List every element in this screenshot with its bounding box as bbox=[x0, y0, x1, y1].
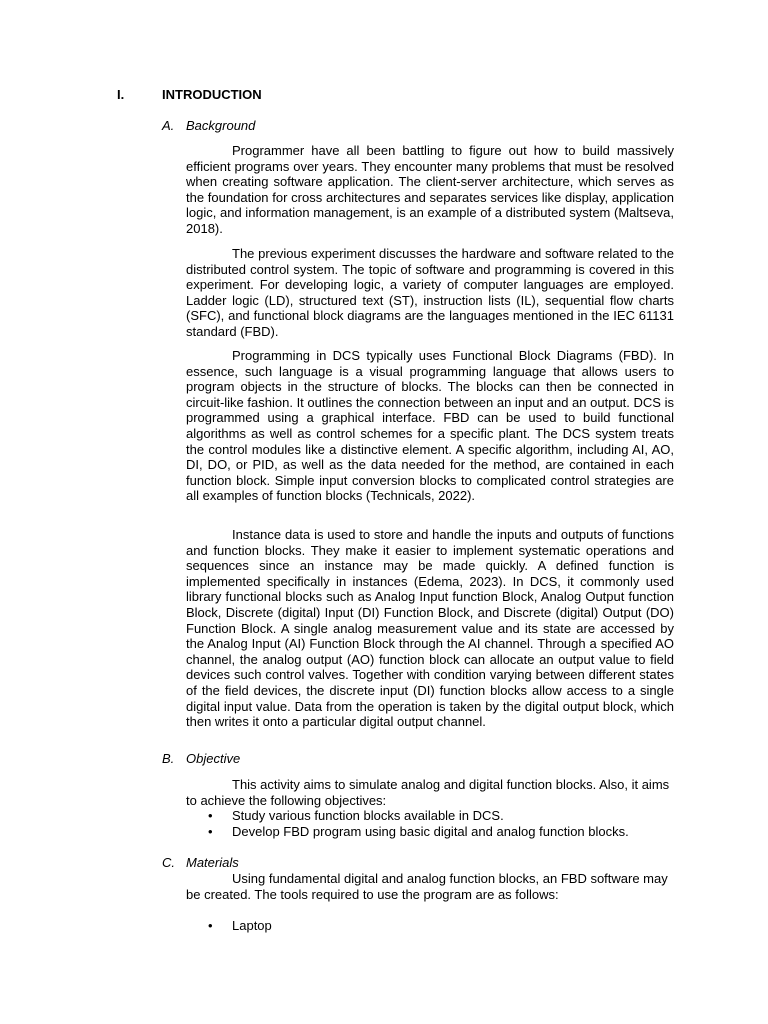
list-item bbox=[186, 918, 272, 934]
background-paragraph-2: The previous experiment discusses the hardware and software related to the distributed control system. The topic of software and programming is covered in this experiment. For developing logic, a variety of computer languages are employed. Ladder logic (LD), structured text (ST), instruction lists (IL), sequential flow charts (SFC), and functional block diagrams are the languages mentioned in the IEC 61131 standard (FBD). bbox=[186, 246, 674, 339]
objective-heading: Objective bbox=[186, 751, 241, 766]
list-item-text: Develop FBD program using basic digital and analog function blocks. bbox=[232, 823, 629, 839]
list-item bbox=[186, 824, 629, 840]
objective-letter: B. bbox=[162, 751, 175, 766]
background-heading: Background bbox=[186, 118, 256, 133]
materials-heading: Materials bbox=[186, 855, 239, 870]
materials-letter: C. bbox=[162, 855, 175, 870]
background-paragraph-1: Programmer have all been battling to figure out how to build massively efficient programs over years. They encounter many problems that must be resolved when creating software application. The client-server architecture, which serves as the foundation for cross architectures and separates services like display, application logic, and information management, is an example of a distributed system (Maltseva, 2018). bbox=[186, 143, 674, 236]
list-item bbox=[186, 808, 629, 824]
list-item-text: Laptop bbox=[232, 918, 272, 933]
background-paragraph-3: Programming in DCS typically uses Functional Block Diagrams (FBD). In essence, such language is a visual programming language that allows users to program objects in the structure of blocks. The blocks can then be connected in circuit-like fashion. It outlines the connection between an input and an output. DCS is programmed using a graphical interface. FBD can be used to build functional algorithms as well as control schemes for a specific plant. The DCS system treats the control modules like a distinctive element. A specific algorithm, including AI, AO, DI, DO, or PID, as well as the data needed for the method, are contained in each function block. Simple input conversion blocks to complicated control strategies are all examples of function blocks (Technicals, 2022). bbox=[186, 348, 674, 504]
objective-list bbox=[186, 808, 629, 839]
background-letter: A. bbox=[162, 118, 175, 133]
objective-intro: This activity aims to simulate analog and digital function blocks. Also, it aims to achieve the following objectives: bbox=[186, 777, 670, 808]
materials-list bbox=[186, 918, 272, 934]
background-paragraph-4: Instance data is used to store and handle the inputs and outputs of functions and function blocks. They make it easier to implement systematic operations and sequences since an instance may be made quickly. A defined function is implemented specifically in instances (Edema, 2023). In DCS, it commonly used library functional blocks such as Analog Input function Block, Analog Output function Block, Discrete (digital) Input (DI) Function Block, and Discrete (digital) Output (DO) Function Block. A single analog measurement value and its state are accessed by the Analog Input (AI) Function Block through the AI channel. Through a specified AO channel, the analog output (AO) function block can allocate an output value to field devices such control valves. Together with condition varying between different states of the field devices, the discrete input (DI) function blocks allow access to a single digital input value. Data from the operation is taken by the digital output block, which then writes it onto a particular digital output channel. bbox=[186, 527, 674, 730]
section-number: I. bbox=[117, 87, 125, 102]
bullet-icon: • bbox=[208, 823, 213, 839]
section-title: INTRODUCTION bbox=[162, 87, 262, 102]
list-item-text: Study various function blocks available in DCS. bbox=[232, 808, 504, 823]
bullet-icon: • bbox=[208, 918, 213, 933]
materials-intro: Using fundamental digital and analog function blocks, an FBD software may be created. The tools required to use the program are as follows: bbox=[186, 871, 668, 902]
bullet-icon: • bbox=[208, 808, 213, 823]
